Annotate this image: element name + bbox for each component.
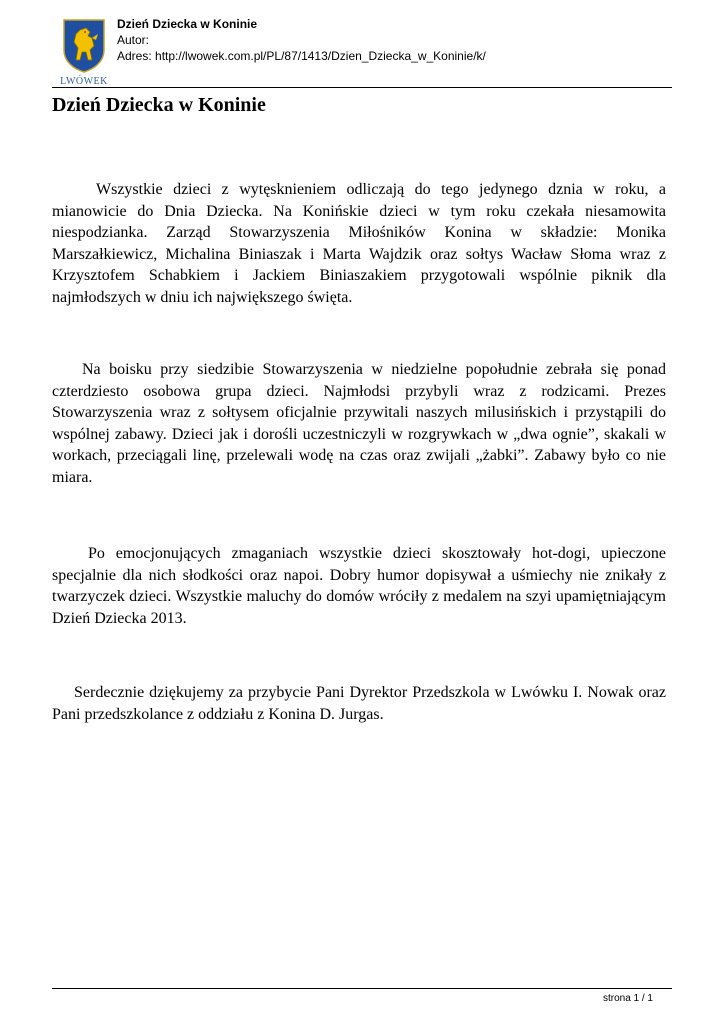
- article-paragraph-3: Po emocjonujących zmaganiach wszystkie dzieci skosztowały hot-dogi, upieczone specjalnie dla nich słodkości oraz napoi. Dobry humor dopisywał a uśmiechy nie znikały z twarzyczek dzieci. Wszystkie maluchy do domów wróciły z medalem na szyi upamiętniającym Dzień Dziecka 2013.: [52, 545, 666, 627]
- footer-divider: [52, 988, 672, 989]
- header-divider: [52, 87, 672, 88]
- article-heading: Dzień Dziecka w Koninie: [52, 94, 266, 116]
- lion-shield-icon: [58, 16, 110, 74]
- article-paragraph-1: Wszystkie dzieci z wytęsknieniem odliczają do tego jedynego dznia w roku, a mianowicie do Dnia Dziecka. Na Konińskie dzieci w tym roku czekała niesamowita niespodzianka. Zarząd Stowarzyszenia Miłośników Konina w składzie: Monika Marszałkiewicz, Michalina Biniaszak i Marta Wajdzik oraz sołtys Wacław Słoma wraz z Krzysztofem Schabkiem i Jackiem Biniaszakiem przygotowali wspólnie piknik dla najmłodszych w dniu ich największego święta.: [52, 181, 666, 306]
- meta-title: Dzień Dziecka w Koninie: [117, 17, 258, 31]
- meta-author: Autor:: [117, 33, 150, 47]
- document-header: [52, 14, 672, 88]
- article-paragraph-2: Na boisku przy siedzibie Stowarzyszenia w niedzielne popołudnie zebrała się ponad czterdziesto osobowa grupa dzieci. Najmłodsi przybyli wraz z rodzicami. Prezes Stowarzyszenia wraz z sołtysem oficjalnie przywitali naszych milusińskich i przystąpili do wspólnej zabawy. Dzieci jak i dorośli uczestniczyli w rozgrywkach w „dwa ognie”, skakali w workach, przeciągali linę, przelewali wodę na czas oraz zwijali „żabki”. Zabawy było co nie miara.: [52, 361, 666, 486]
- meta-address: Adres: http://lwowek.com.pl/PL/87/1413/Dzien_Dziecka_w_Koninie/k/: [117, 49, 486, 63]
- document-meta: [117, 16, 486, 64]
- article-paragraph-4: Serdecznie dziękujemy za przybycie Pani Dyrektor Przedszkola w Lwówku I. Nowak oraz Pani przedszkolance z oddziału z Konina D. Jurgas.: [52, 684, 666, 723]
- page-number: strona 1 / 1: [602, 993, 653, 1004]
- logo-text: LWÓWEK: [60, 76, 108, 87]
- coat-of-arms-logo: [58, 16, 110, 88]
